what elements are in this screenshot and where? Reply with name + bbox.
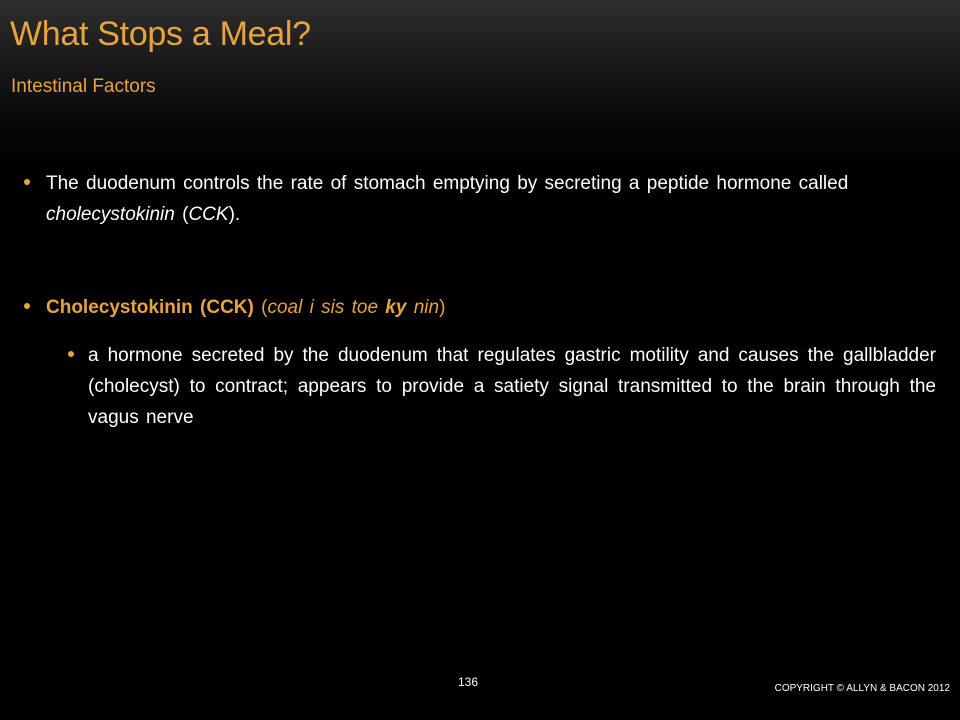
term-cck: CCK (188, 204, 229, 225)
sub-bullet-cck-description (68, 340, 936, 433)
bullet-dot-icon (24, 179, 30, 185)
bullet-dot-icon (68, 351, 74, 357)
pronunciation-post: nin (406, 297, 440, 318)
pronunciation-stress: ky (385, 297, 407, 318)
pron-open: ( (253, 297, 268, 318)
slide-subtitle: Intestinal Factors (11, 76, 156, 97)
paren-open: ( (174, 204, 189, 225)
bullet-duodenum (24, 168, 924, 230)
slide-title: What Stops a Meal? (10, 15, 311, 53)
term-cck-bold: Cholecystokinin (CCK) (46, 297, 254, 318)
page-number: 136 (458, 675, 479, 689)
bullet-text (46, 292, 924, 324)
pron-close: ) (439, 297, 446, 318)
term-cholecystokinin: cholecystokinin (46, 204, 175, 225)
bullet-text-after: ). (228, 204, 241, 225)
bullet-dot-icon (24, 303, 30, 309)
bullet-text-before: The duodenum controls the rate of stomach emptying by secreting a peptide hormone called (46, 173, 849, 194)
bullet-text (46, 168, 924, 230)
sub-bullet-text: a hormone secreted by the duodenum that regulates gastric motility and causes the gallbladder (cholecyst) to contract; appears to provide a satiety signal transmitted to the brain through the vagus nerve (88, 345, 936, 428)
copyright-notice: COPYRIGHT © ALLYN & BACON 2012 (774, 683, 950, 694)
pronunciation-pre: coal i sis toe (267, 297, 386, 318)
bullet-cck-definition-heading (24, 292, 924, 324)
